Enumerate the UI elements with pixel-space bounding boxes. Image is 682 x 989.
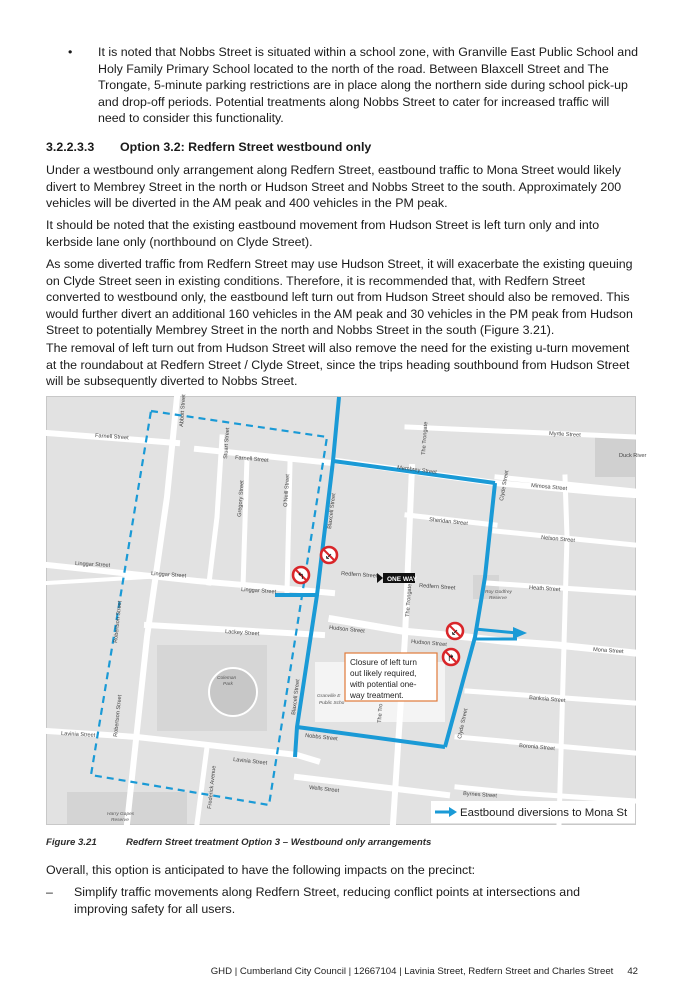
no-turn-sign-4 — [443, 649, 459, 665]
label-banksia: Banksia Street — [528, 695, 566, 705]
label-park-2: Park — [223, 682, 233, 687]
label-clyde-s: Clyde Street — [457, 708, 470, 740]
label-nelson: Nelson Street — [540, 535, 576, 544]
label-linggar-1: Linggar Street — [74, 561, 111, 569]
label-stuart: Stuart Street — [223, 427, 232, 460]
no-turn-sign-2 — [321, 547, 337, 563]
label-gregory: Gregory Street — [237, 480, 246, 518]
section-title: Option 3.2: Redfern Street westbound only — [120, 140, 372, 154]
label-school-1: Granville E — [317, 694, 341, 699]
impacts-intro: Overall, this option is anticipated to have the following impacts on the precinct: — [46, 863, 476, 877]
label-reserve-1: Roy Godfrey — [485, 590, 512, 595]
page-footer — [211, 966, 638, 977]
label-blaxcell-s: Blaxcell Street — [291, 679, 302, 716]
label-mona: Mona Street — [592, 647, 624, 656]
label-mimosa: Mimosa Street — [530, 483, 568, 493]
section-number: 3.2.2.3.3 — [46, 140, 95, 154]
paragraph-2: It should be noted that the existing eastbound movement from Hudson Street is left turn only and into kerbside lane only (northbound on Clyde Street). — [46, 218, 600, 249]
label-heath: Heath Street — [528, 585, 561, 594]
label-hg-2: Reserve — [111, 818, 129, 823]
callout-line-3: with potential one- — [350, 680, 417, 689]
label-frederick: Frederick Avenue — [207, 765, 218, 810]
label-reserve-2: Reserve — [489, 596, 507, 601]
label-nobbs: Nobbs Street — [304, 733, 338, 743]
legend-label: Eastbound diversions to Mona St — [460, 807, 628, 819]
section-heading — [46, 140, 371, 154]
map-figure — [46, 394, 647, 825]
label-abbott: Abbott Street — [179, 394, 188, 428]
label-sheridan: Sheridan Street — [428, 517, 469, 528]
bullet-dot: • — [68, 45, 73, 59]
impact-item-text: Simplify traffic movements along Redfern Street, reducing conflict points at intersections and improving safety for all users. — [74, 885, 580, 916]
label-hudson-w: Hudson Street — [328, 625, 365, 635]
label-lavinia-w: Lavinia Street — [60, 731, 96, 739]
label-lavinia-e: Lavinia Street — [232, 757, 268, 767]
label-myrtle: Myrtle Street — [548, 431, 581, 439]
label-membrey: Membrey Street — [396, 465, 437, 476]
dash-marker: – — [46, 885, 53, 899]
paragraph-1: Under a westbound only arrangement along Redfern Street, eastbound traffic to Mona Street would likely divert to Membrey Street in the north or Hudson Street and Nobbs Street to the south. Approximately 200 vehicles will be diverted in the AM peak and 400 vehicles in the PM peak. — [46, 163, 622, 210]
label-trongate-n2: The Trongate — [405, 583, 414, 618]
label-byrnes: Byrnes Street — [462, 791, 498, 800]
label-school-2: Public Scho — [319, 701, 345, 706]
callout-line-2: out likely required, — [350, 669, 417, 678]
label-robertson: Robertson Street — [113, 600, 124, 644]
label-oneill: O'Neill Street — [283, 474, 292, 508]
label-hg-1: Harry Gapes — [107, 812, 135, 817]
label-wells: Wells Street — [308, 785, 340, 795]
label-linggar-2: Linggar Street — [150, 571, 187, 580]
figure-caption — [46, 837, 431, 848]
street-map — [47, 394, 647, 824]
label-trongate-s: The Tro — [377, 703, 385, 724]
label-farnell-2: Farnell Street — [234, 455, 269, 464]
label-trongate-n: The Trongate — [421, 421, 430, 456]
label-boronia: Boronia Street — [518, 743, 555, 753]
turn-arrow-icon-4: ↱ — [447, 653, 455, 663]
turn-arrow-icon-1: ↰ — [297, 571, 305, 581]
callout-line-4: way treatment. — [350, 691, 404, 700]
footer-text: GHD | Cumberland City Council | 12667104 | Lavinia Street, Redfern Street and Charles Street — [210, 966, 614, 977]
figure-number: Figure 3.21 — [46, 837, 97, 848]
label-robertson-s: Robertson Street — [113, 694, 124, 738]
label-farnell: Farnell Street — [94, 433, 129, 442]
paragraph-3: As some diverted traffic from Redfern Street may use Hudson Street, it will exacerbate the existing queuing on Clyde Street seen in existing conditions. Therefore, it is recommended that, with Redfern Street converted to westbound only, the eastbound left turn out from Hudson Street should also be removed. This would further divert an additional 160 vehicles in the AM peak and 30 vehicles in the PM peak from Hudson Street to potentially Membrey Street in the north and Nobbs Street in the south (Figure 3.21). — [46, 257, 633, 337]
no-turn-sign-3 — [447, 623, 463, 639]
label-hudson-e: Hudson Street — [410, 639, 447, 649]
label-clyde: Clyde Street — [499, 469, 511, 502]
bullet-text: It is noted that Nobbs Street is situated within a school zone, with Granville East Public School and Holy Family Primary School located to the north of the road. Between Blaxcell Street and The Trongate, 5-minute parking restrictions are in place along the northern side during school pick-up and drop-off periods. Potential treatments along Nobbs Street to cater for increased traffic will need to consider this functionality. — [98, 45, 638, 125]
label-linggar-3: Linggar Street — [240, 587, 277, 596]
label-blaxcell-n: Blaxcell Street — [327, 493, 338, 530]
label-redfern-e: Redfern Street — [418, 583, 456, 592]
no-turn-sign-1 — [293, 567, 309, 583]
one-way-label: ONE WAY — [387, 576, 418, 583]
label-duck-river: Duck River — [619, 453, 647, 459]
figure-caption-text: Redfern Street treatment Option 3 – Westbound only arrangements — [126, 837, 432, 848]
page-number: 42 — [627, 966, 638, 977]
label-park-1: Coleman — [217, 676, 237, 681]
turn-arrow-icon-2: ↙ — [325, 551, 333, 561]
paragraph-4: The removal of left turn out from Hudson Street will also remove the need for the existing u-turn movement at the roundabout at Redfern Street / Clyde Street, since the trips heading southbound from Hudson Street will be subsequently diverted to Nobbs Street. — [46, 341, 630, 388]
turn-arrow-icon-3: ↙ — [451, 627, 459, 637]
callout-line-1: Closure of left turn — [350, 658, 417, 667]
label-lackey: Lackey Street — [224, 629, 260, 638]
label-redfern-w: Redfern Street — [340, 571, 378, 580]
